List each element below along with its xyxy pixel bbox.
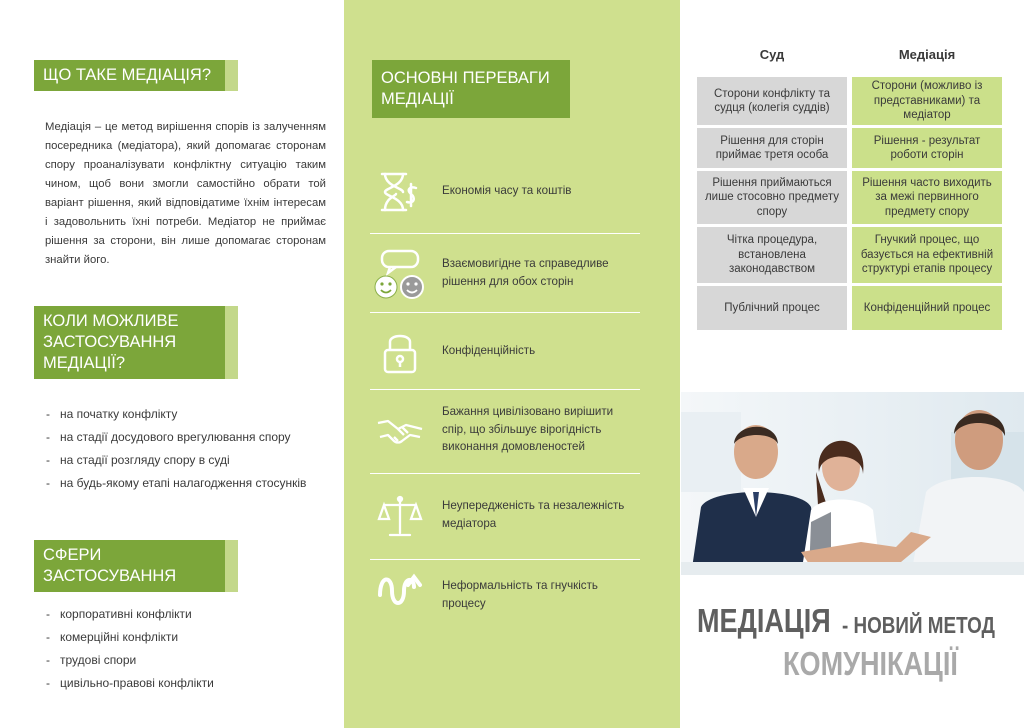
list-item: - цивільно-правові конфлікти [46, 676, 214, 690]
table-cell-court: Чітка процедура, встановлена законодавством [697, 227, 847, 283]
when-possible-heading [34, 306, 225, 379]
padlock-icon [376, 328, 424, 376]
heading-line: ЗАСТОСУВАННЯ [43, 333, 177, 351]
list-item: - на будь-якому етапі налагодження стосунків [46, 476, 307, 490]
list-item: - на початку конфлікту [46, 407, 178, 421]
advantage-item [370, 160, 640, 234]
list-item: - трудові спори [46, 653, 137, 667]
table-cell-mediation: Гнучкий процес, що базується на ефективній структурі етапів процесу [852, 227, 1002, 283]
smiley-faces-icon [372, 247, 428, 303]
table-cell-court: Сторони конфлікту та судця (колегія суддів) [697, 77, 847, 125]
table-cell-mediation: Сторони (можливо із представниками) та медіатор [852, 77, 1002, 125]
table-cell-court: Рішення для сторін приймає третя особа [697, 128, 847, 168]
column-header-court: Суд [759, 47, 785, 62]
title-word-mediation: МЕДІАЦІЯ [697, 602, 831, 639]
table-cell-court: Публічний процес [697, 286, 847, 330]
advantage-item [370, 233, 640, 313]
heading-line: МЕДІАЦІЇ [381, 90, 454, 108]
handshake-icon [376, 407, 424, 455]
areas-list [46, 603, 336, 695]
advantage-text: Конфіденційність [442, 344, 536, 357]
when-possible-list [46, 403, 336, 495]
list-item: - корпоративні конфлікти [46, 607, 192, 621]
list-item: - комерційні конфлікти [46, 630, 179, 644]
scales-icon [376, 493, 424, 541]
heading-line: МЕДІАЦІЇ? [43, 354, 126, 372]
flexible-arrow-icon [376, 567, 424, 615]
heading-line: ЩО ТАКЕ МЕДІАЦІЯ? [43, 66, 212, 84]
title-new-method: - НОВИЙ МЕТОД [842, 612, 995, 638]
advantage-item [370, 473, 640, 560]
advantage-text: Неформальність та гнучкість процесу [442, 579, 598, 610]
what-is-mediation-text: Медіація – це метод вирішення спорів із залученням посередника (медіатора), який допомагає сторонам спору проаналізувати конфліктну ситуацію таким чином, щоб вони змогли самостійно обрати той варіант рішення, який відповідатиме їхнім інтересам і задовольнить їхні потреби. Медіатор не приймає рішення за сторони, він лише допомагає сторонам знайти його. [45, 121, 326, 266]
what-is-mediation-heading [34, 60, 225, 91]
advantage-item [370, 559, 640, 619]
table-cell-mediation: Конфіденційний процес [852, 286, 1002, 330]
table-cell-mediation: Рішення - результат роботи сторін [852, 128, 1002, 168]
middle-panel [344, 0, 680, 728]
table-cell-court: Рішення приймаються лише стосовно предмету спору [697, 171, 847, 224]
heading-line: ЗАСТОСУВАННЯ [43, 567, 177, 585]
areas-heading [34, 540, 225, 592]
hourglass-dollar-icon [376, 168, 424, 216]
heading-line: ОСНОВНІ ПЕРЕВАГИ [381, 69, 550, 87]
heading-line: СФЕРИ [43, 546, 102, 564]
advantage-text: Неупередженість та незалежність медіатора [442, 499, 625, 530]
advantage-text: Взаємовигідне та справедливе рішення для обох сторін [442, 257, 609, 288]
advantage-item [370, 389, 640, 474]
table-cell-mediation: Рішення часто виходить за межі первинного предмету спору [852, 171, 1002, 224]
column-header-mediation: Медіація [898, 47, 956, 62]
advantage-text: Бажання цивілізовано вирішити спір, що збільшує вірогідність виконання домовленостей [442, 405, 614, 453]
business-handshake-photo [681, 392, 1024, 575]
left-panel [0, 0, 344, 728]
heading-line: КОЛИ МОЖЛИВЕ [43, 312, 179, 330]
list-item: - на стадії розгляду спору в суді [46, 453, 230, 467]
advantage-item [370, 312, 640, 390]
brochure-title-line2: КОМУНІКАЦІЇ [783, 645, 958, 682]
brochure-title-line1 [697, 602, 995, 640]
list-item: - на стадії досудового врегулювання спору [46, 430, 291, 444]
advantages-heading [372, 60, 570, 118]
advantage-text: Економія часу та коштів [442, 184, 572, 197]
